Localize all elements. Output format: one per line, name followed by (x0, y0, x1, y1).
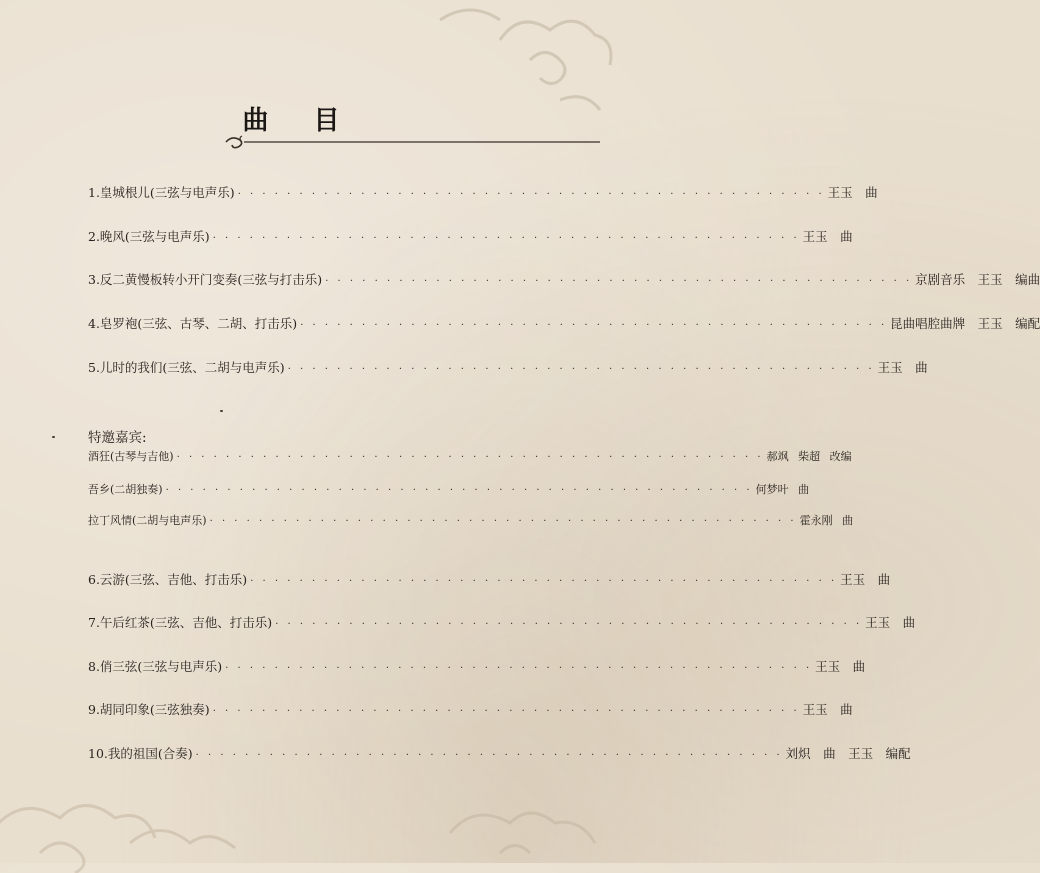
track-title: 2.晚风(三弦与电声乐) (88, 229, 210, 244)
track-title: 3.反二黄慢板转小开门变奏(三弦与打击乐) (88, 272, 323, 287)
track-title: 9.胡同印象(三弦独奏) (88, 702, 210, 717)
track-row (88, 270, 1040, 288)
track-row (88, 744, 911, 762)
track-row (88, 657, 866, 675)
track-row (88, 183, 878, 201)
dot-leader: · · · · · · · · · · · · · · · · · · · · · · · · · · · · · · · · · · · · · · · · · · · · · · · · (325, 276, 913, 287)
track-credit: 王玉 曲 (865, 615, 916, 630)
dot-leader: · · · · · · · · · · · · · · · · · · · · · · · · · · · · · · · · · · · · · · · · · · · · · · · · (250, 576, 838, 587)
track-credit: 王玉 曲 (840, 572, 891, 587)
track-title: 4.皂罗袍(三弦、古琴、二胡、打击乐) (88, 316, 298, 331)
track-row (88, 314, 1040, 332)
dot-leader: · · · · · · · · · · · · · · · · · · · · · · · · · · · · · · · · · · · · · · · · · · · · · · · · (287, 364, 875, 375)
track-credit: 京剧音乐 王玉 编曲 (915, 272, 1040, 287)
cloud-ornament-bottom-left (0, 743, 300, 873)
track-row (88, 700, 853, 718)
dot-leader: · · · · · · · · · · · · · · · · · · · · · · · · · · · · · · · · · · · · · · · · · · · · · · · · (209, 516, 797, 527)
dot-leader: · · · · · · · · · · · · · · · · · · · · · · · · · · · · · · · · · · · · · · · · · · · · · · · · (195, 750, 783, 761)
dot-leader: · · · · · · · · · · · · · · · · · · · · · · · · · · · · · · · · · · · · · · · · · · · · · · · · (225, 663, 813, 674)
dot-leader: · · · · · · · · · · · · · · · · · · · · · · · · · · · · · · · · · · · · · · · · · · · · · · · · (275, 619, 863, 630)
dot-leader: · · · · · · · · · · · · · · · · · · · · · · · · · · · · · · · · · · · · · · · · · · · · · · · · (212, 706, 800, 717)
dot-leader: · · · · · · · · · · · · · · · · · · · · · · · · · · · · · · · · · · · · · · · · · · · · · · · · (237, 189, 825, 200)
track-credit: 郝飒 柴超 改编 (766, 450, 852, 463)
guest-section-heading: 特邀嘉宾: (88, 430, 147, 446)
track-credit: 何梦叶 曲 (755, 483, 810, 496)
track-row (88, 227, 853, 245)
track-credit: 霍永刚 曲 (799, 514, 854, 527)
track-credit: 刘炽 曲 王玉 编配 (785, 746, 911, 761)
dot-leader: · · · · · · · · · · · · · · · · · · · · · · · · · · · · · · · · · · · · · · · · · · · · · · · · (300, 320, 888, 331)
guest-track-row (88, 512, 854, 528)
dot-leader: · · · · · · · · · · · · · · · · · · · · · · · · · · · · · · · · · · · · · · · · · · · · · · · · (176, 452, 764, 463)
dot-leader: · · · · · · · · · · · · · · · · · · · · · · · · · · · · · · · · · · · · · · · · · · · · · · · · (212, 233, 800, 244)
track-title: 5.儿时的我们(三弦、二胡与电声乐) (88, 360, 285, 375)
guest-track-row (88, 481, 810, 497)
page-title: 曲 目 (242, 106, 358, 136)
track-credit: 王玉 曲 (877, 360, 928, 375)
cloud-ornament-bottom-right (410, 753, 610, 863)
track-row (88, 570, 891, 588)
title-divider-ornament (218, 134, 600, 150)
track-title: 7.午后红茶(三弦、吉他、打击乐) (88, 615, 273, 630)
paper-speck (52, 436, 55, 438)
guest-track-row (88, 448, 852, 464)
track-credit: 王玉 曲 (802, 702, 853, 717)
track-title: 酒狂(古琴与吉他) (88, 450, 174, 463)
track-credit: 昆曲唱腔曲牌 王玉 编配 (890, 316, 1040, 331)
dot-leader: · · · · · · · · · · · · · · · · · · · · · · · · · · · · · · · · · · · · · · · · · · · · · · · · (165, 485, 753, 496)
track-title: 拉丁风情(二胡与电声乐) (88, 514, 207, 527)
track-title: 8.俏三弦(三弦与电声乐) (88, 659, 223, 674)
paper-speck (220, 410, 223, 412)
track-row (88, 358, 928, 376)
track-title: 吾乡(二胡独奏) (88, 483, 163, 496)
track-title: 10.我的祖国(合奏) (88, 746, 193, 761)
track-credit: 王玉 曲 (802, 229, 853, 244)
track-title: 1.皇城根儿(三弦与电声乐) (88, 185, 235, 200)
track-credit: 王玉 曲 (827, 185, 878, 200)
track-title: 6.云游(三弦、吉他、打击乐) (88, 572, 248, 587)
track-credit: 王玉 曲 (815, 659, 866, 674)
track-row (88, 613, 916, 631)
